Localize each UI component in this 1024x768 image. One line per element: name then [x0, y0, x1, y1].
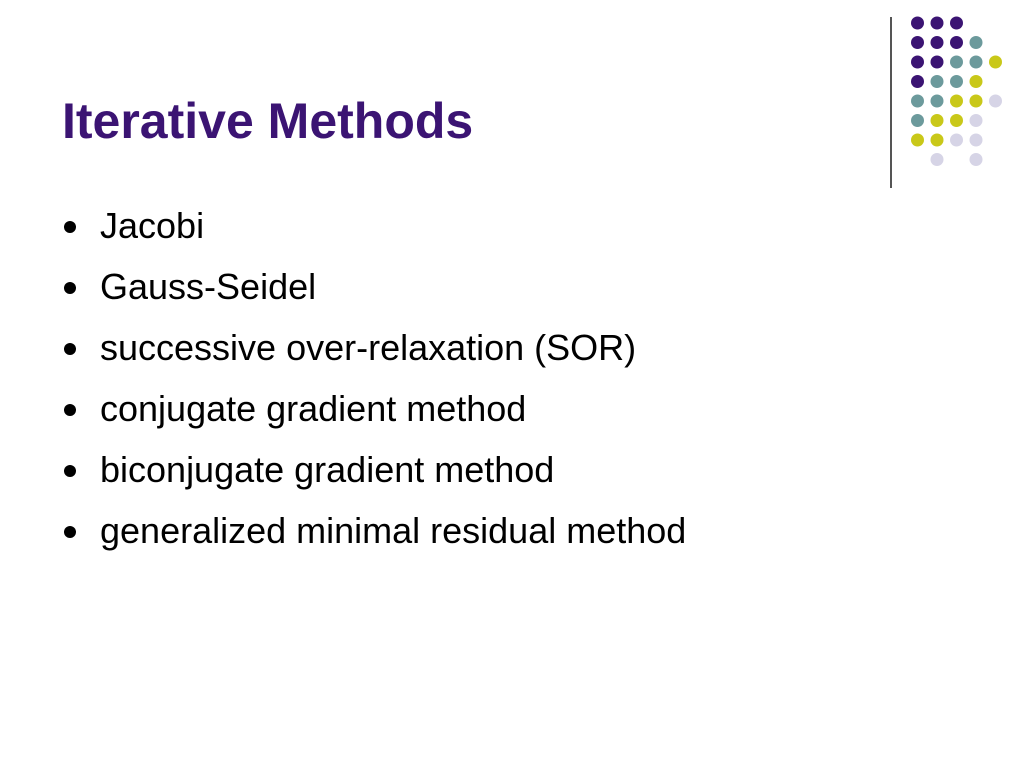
- purple-dot-icon: [931, 56, 944, 69]
- teal-dot-icon: [911, 95, 924, 108]
- purple-dot-icon: [911, 56, 924, 69]
- yellow-dot-icon: [950, 114, 963, 127]
- bullet-dot-icon: [64, 465, 76, 477]
- bullet-text: conjugate gradient method: [100, 388, 527, 429]
- lavender-dot-icon: [989, 95, 1002, 108]
- purple-dot-icon: [911, 75, 924, 88]
- lavender-dot-icon: [970, 153, 983, 166]
- bullet-dot-icon: [64, 526, 76, 538]
- teal-dot-icon: [931, 75, 944, 88]
- teal-dot-icon: [970, 36, 983, 49]
- teal-dot-icon: [931, 95, 944, 108]
- purple-dot-icon: [950, 17, 963, 30]
- yellow-dot-icon: [950, 95, 963, 108]
- purple-dot-icon: [931, 17, 944, 30]
- teal-dot-icon: [950, 56, 963, 69]
- lavender-dot-icon: [950, 134, 963, 147]
- teal-dot-icon: [950, 75, 963, 88]
- bullet-text: successive over-relaxation (SOR): [100, 327, 637, 368]
- slide-title: Iterative Methods: [62, 93, 474, 149]
- bullet-text: Jacobi: [100, 205, 205, 246]
- bullet-dot-icon: [64, 343, 76, 355]
- purple-dot-icon: [950, 36, 963, 49]
- bullet-text: Gauss-Seidel: [100, 266, 317, 307]
- bullet-text: biconjugate gradient method: [100, 449, 555, 490]
- teal-dot-icon: [970, 56, 983, 69]
- lavender-dot-icon: [970, 134, 983, 147]
- vertical-divider: [890, 17, 892, 188]
- teal-dot-icon: [911, 114, 924, 127]
- yellow-dot-icon: [970, 75, 983, 88]
- bullet-text: generalized minimal residual method: [100, 510, 687, 551]
- bullet-dot-icon: [64, 221, 76, 233]
- yellow-dot-icon: [911, 134, 924, 147]
- lavender-dot-icon: [970, 114, 983, 127]
- bullet-dot-icon: [64, 282, 76, 294]
- yellow-dot-icon: [970, 95, 983, 108]
- purple-dot-icon: [911, 36, 924, 49]
- yellow-dot-icon: [931, 134, 944, 147]
- yellow-dot-icon: [931, 114, 944, 127]
- bullet-dot-icon: [64, 404, 76, 416]
- lavender-dot-icon: [931, 153, 944, 166]
- purple-dot-icon: [931, 36, 944, 49]
- purple-dot-icon: [911, 17, 924, 30]
- yellow-dot-icon: [989, 56, 1002, 69]
